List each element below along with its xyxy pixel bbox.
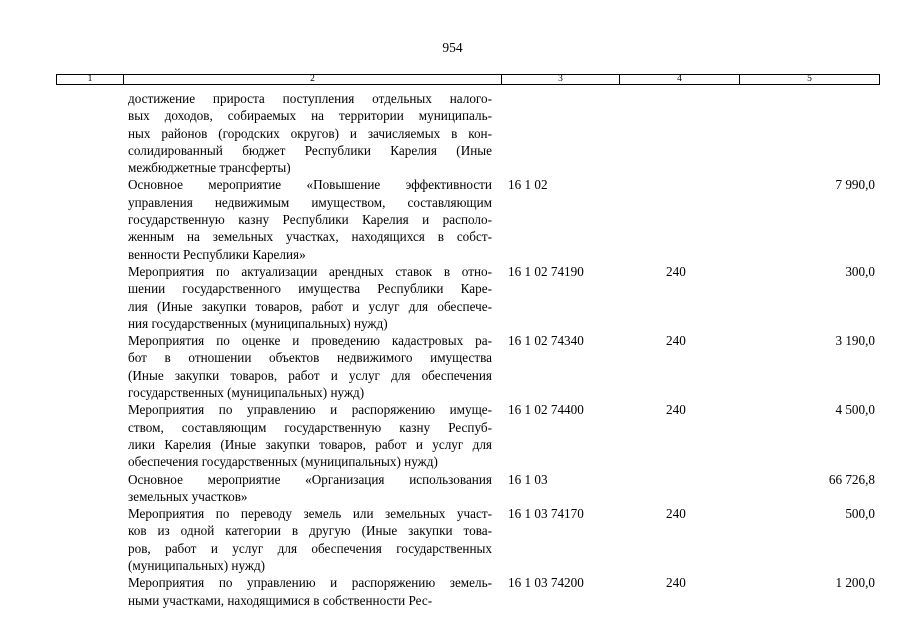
table-header-row	[56, 74, 880, 85]
row-amount: 500,0	[845, 506, 875, 522]
row-expense-type: 240	[666, 263, 686, 279]
row-code: 16 1 03 74170	[508, 506, 584, 522]
table-row	[0, 471, 905, 506]
row-code: 16 1 02 74190	[508, 263, 584, 279]
row-code: 16 1 02 74400	[508, 402, 584, 418]
table-row	[0, 332, 905, 401]
row-amount: 300,0	[845, 263, 875, 279]
row-description: Мероприятия по управлению и распоряжению земель- ными участками, находящимися в собственности Рес-	[128, 575, 492, 608]
row-description: Основное мероприятие «Повышение эффективности управления недвижимым имуществом, составляющим государственную казну Республики Карелия и располо- женным на земельных участках, находящихся в собст- венности Республики Карелия»	[128, 177, 492, 262]
row-description: Мероприятия по оценке и проведению кадастровых ра- бот в отношении объектов недвижимого имущества (Иные закупки товаров, работ и услуг для обеспечения государственных (муниципальных) нужд)	[128, 333, 492, 401]
row-description: достижение прироста поступления отдельных налого- вых доходов, собираемых на территории муниципаль- ных районов (городских округов) и зачисляемых в кон- солидированный бюджет Республики Карелия (Иные межбюджетные трансферты)	[128, 91, 492, 176]
table-row	[0, 263, 905, 332]
row-description: Мероприятия по управлению и распоряжению имуще- ством, составляющим государственную казну Респуб- лики Карелия (Иные закупки товаров, работ и услуг для обеспечения государственных (муниципальных) нужд)	[128, 402, 492, 470]
table-row	[0, 176, 905, 262]
row-expense-type: 240	[666, 575, 686, 591]
row-expense-type: 240	[666, 506, 686, 522]
row-amount: 3 190,0	[835, 333, 875, 349]
row-amount: 66 726,8	[828, 471, 875, 487]
header-col-3: 3	[502, 75, 620, 84]
row-amount: 7 990,0	[835, 177, 875, 193]
row-description: Мероприятия по переводу земель или земельных участ- ков из одной категории в другую (Иные закупки това- ров, работ и услуг для обеспечения государственных (муниципальных) нужд)	[128, 506, 492, 574]
row-expense-type: 240	[666, 402, 686, 418]
table-row	[0, 401, 905, 470]
row-code: 16 1 03	[508, 471, 548, 487]
row-description: Мероприятия по актуализации арендных ставок в отно- шении государственного имущества Республики Каре- лия (Иные закупки товаров, работ и услуг для обеспече- ния государственных (муниципальных) нужд)	[128, 263, 492, 331]
row-expense-type: 240	[666, 333, 686, 349]
header-col-2: 2	[124, 75, 502, 84]
page-number: 954	[442, 40, 463, 55]
row-description: Основное мероприятие «Организация использования земельных участков»	[128, 471, 492, 504]
header-col-4: 4	[620, 75, 740, 84]
table-row	[0, 90, 905, 176]
table-body	[0, 90, 905, 609]
row-amount: 1 200,0	[835, 575, 875, 591]
header-col-1: 1	[57, 75, 124, 84]
row-code: 16 1 02	[508, 177, 548, 193]
table-row	[0, 505, 905, 574]
table-row	[0, 574, 905, 609]
header-col-5: 5	[807, 74, 812, 84]
row-amount: 4 500,0	[835, 402, 875, 418]
row-code: 16 1 03 74200	[508, 575, 584, 591]
row-code: 16 1 02 74340	[508, 333, 584, 349]
